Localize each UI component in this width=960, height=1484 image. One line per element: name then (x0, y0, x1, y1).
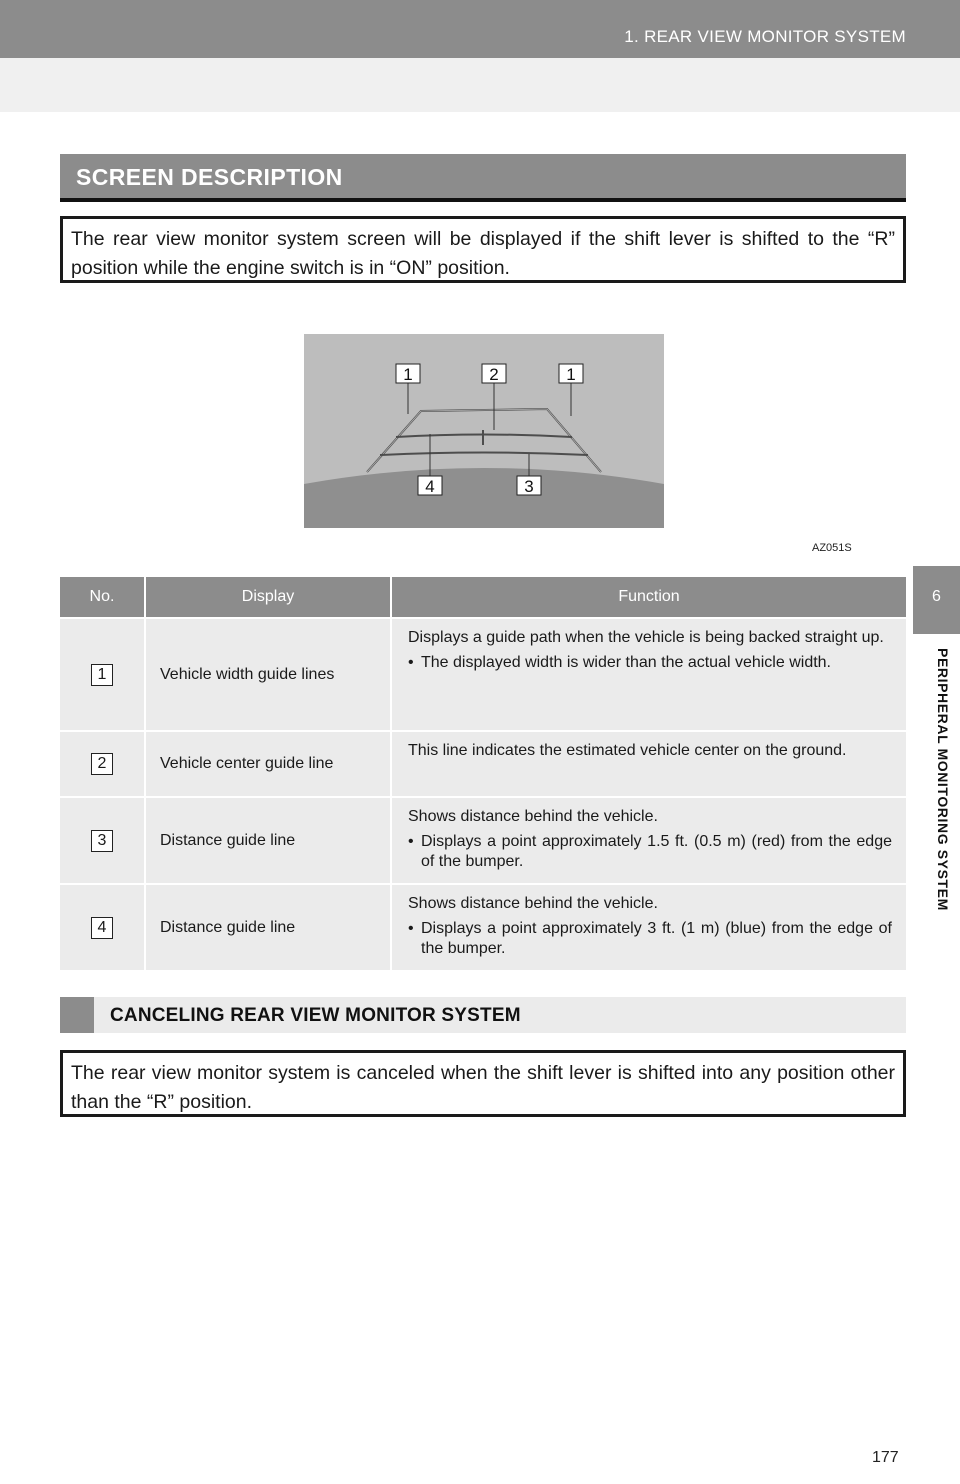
table-row (60, 617, 906, 730)
screen-description-table (60, 577, 906, 970)
table-header (60, 577, 906, 617)
section-title: SCREEN DESCRIPTION (76, 164, 343, 190)
item-number: 3 (91, 830, 113, 852)
callout-1-left (396, 364, 420, 384)
display-cell: Vehicle width guide lines (144, 619, 390, 730)
header-display: Display (144, 577, 390, 617)
section-note: The rear view monitor system screen will be displayed if the shift lever is shifted to the “R” position while the engine switch is in “ON” position. (60, 216, 906, 283)
callout-1-right (559, 364, 583, 384)
svg-text:1: 1 (403, 365, 413, 384)
table-row (60, 796, 906, 883)
function-cell (390, 885, 906, 970)
item-number: 4 (91, 917, 113, 939)
subsection-heading-bar (60, 997, 906, 1033)
table-row (60, 883, 906, 970)
function-cell (390, 798, 906, 883)
chapter-tab (913, 566, 960, 634)
svg-text:1: 1 (566, 365, 576, 384)
svg-text:3: 3 (524, 477, 534, 496)
function-bullet: • Displays a point approximately 1.5 ft. (0.5 m) (red) from the edge of the bumper. (408, 832, 892, 872)
item-number: 2 (91, 753, 113, 775)
function-text: This line indicates the estimated vehicle center on the ground. (408, 742, 847, 759)
callout-3 (517, 476, 541, 496)
header-function: Function (390, 577, 906, 617)
svg-text:4: 4 (425, 477, 435, 496)
table-row (60, 730, 906, 796)
item-number: 1 (91, 664, 113, 686)
function-text: Shows distance behind the vehicle. (408, 808, 658, 825)
function-bullet: • Displays a point approximately 3 ft. (1 m) (blue) from the edge of the bumper. (408, 919, 892, 959)
function-bullet: • The displayed width is wider than the actual vehicle width. (408, 653, 892, 673)
subsection-note: The rear view monitor system is canceled when the shift lever is shifted into any position other than the “R” position. (60, 1050, 906, 1117)
chapter-number: 6 (932, 588, 941, 605)
figure-code: AZ051S (812, 542, 852, 554)
heading-marker (60, 997, 94, 1033)
header-title: 1. REAR VIEW MONITOR SYSTEM (624, 27, 906, 46)
subsection-title: CANCELING REAR VIEW MONITOR SYSTEM (110, 1005, 521, 1026)
callout-2 (482, 364, 506, 384)
function-cell (390, 732, 906, 796)
function-text: Displays a guide path when the vehicle is being backed straight up. (408, 629, 884, 646)
page-number: 177 (872, 1449, 899, 1466)
display-cell: Vehicle center guide line (144, 732, 390, 796)
display-cell: Distance guide line (144, 798, 390, 883)
header-bar (0, 0, 960, 58)
callout-4 (418, 476, 442, 496)
chapter-label: PERIPHERAL MONITORING SYSTEM (935, 648, 951, 911)
display-cell: Distance guide line (144, 885, 390, 970)
function-text: Shows distance behind the vehicle. (408, 895, 658, 912)
bumper-shape (304, 468, 664, 528)
distance-guide-line-near (380, 453, 588, 456)
rear-view-monitor-illustration (304, 334, 664, 528)
function-cell (390, 619, 906, 730)
svg-text:2: 2 (489, 365, 499, 384)
header-no: No. (89, 588, 115, 605)
section-heading-bar (60, 154, 906, 202)
